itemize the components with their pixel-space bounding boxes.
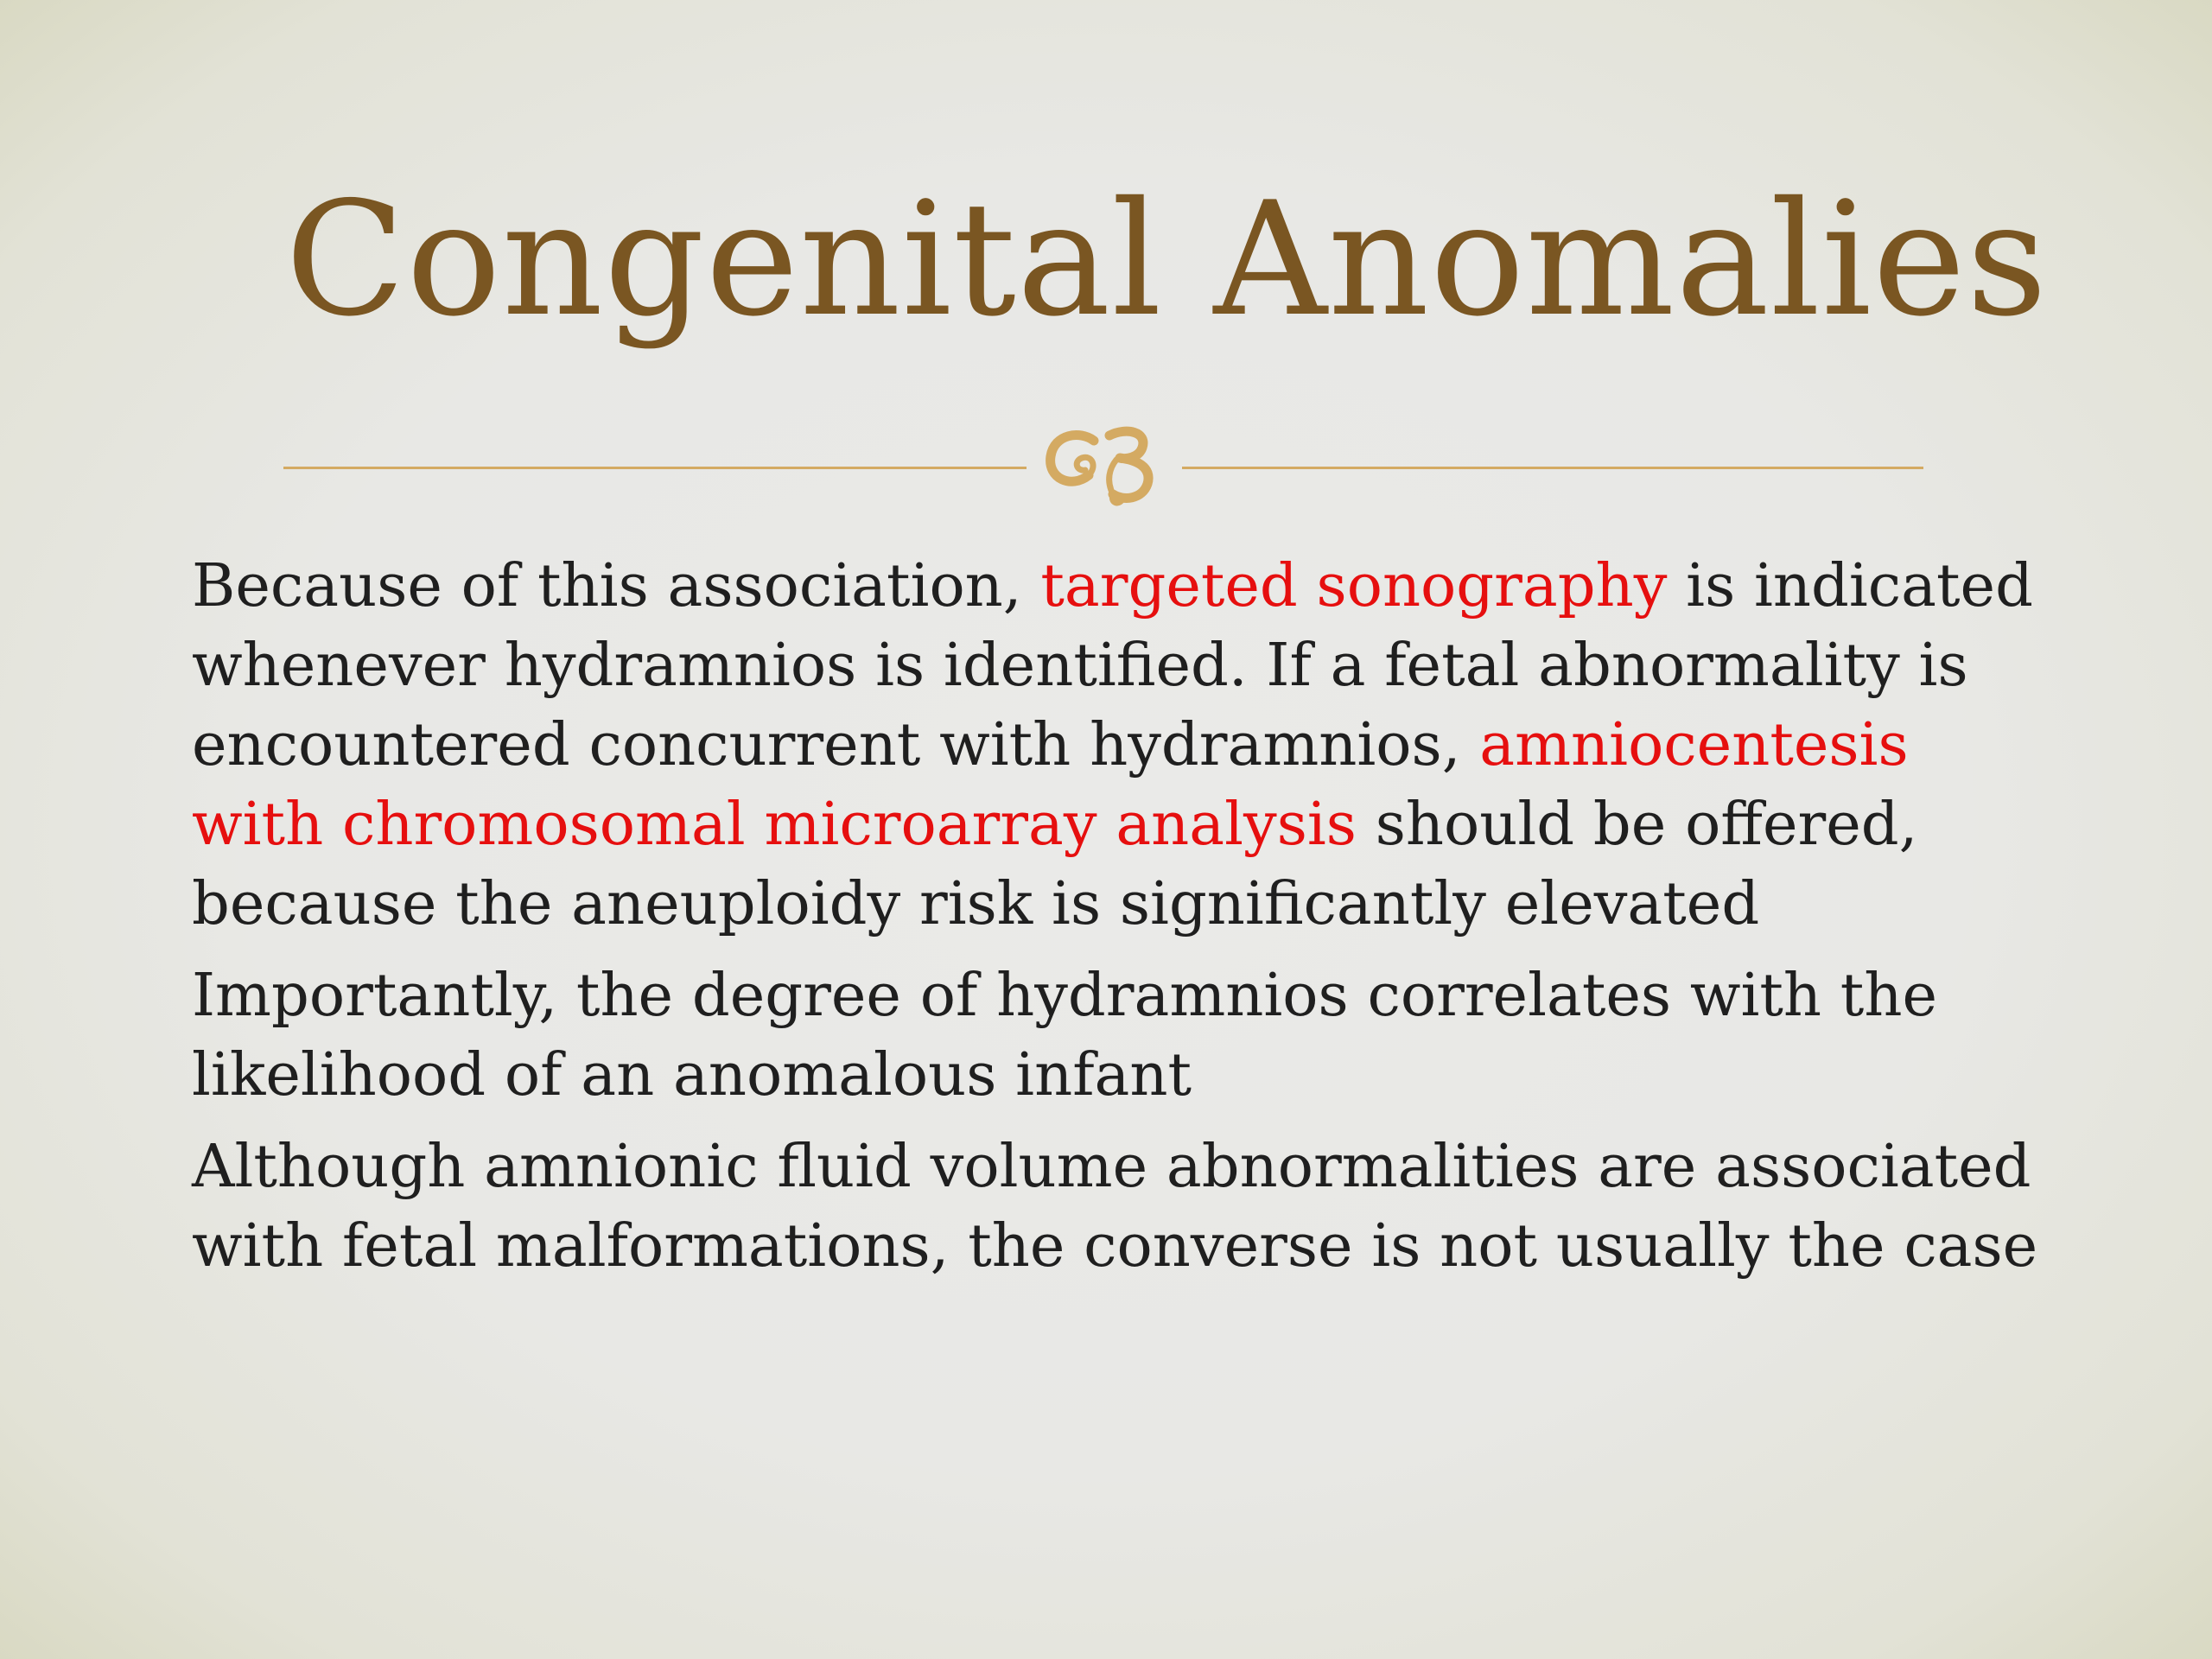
divider-line-left	[283, 467, 1027, 469]
highlight-amniocentesis: amniocentesis with chromosomal microarray analysis	[192, 710, 1909, 859]
paragraph-3: Although amnionic fluid volume abnormalities are associated with fetal malformations, the converse is not usually the case	[192, 1132, 2038, 1281]
divider-line-right	[1182, 467, 1923, 469]
paragraph-1	[192, 546, 2041, 944]
flourish-icon	[1027, 415, 1182, 510]
paragraph-1-text-c: should be offered, because the aneuploidy risk is significantly elevated	[192, 790, 1918, 938]
paragraph-2: Importantly, the degree of hydramnios correlates with the likelihood of an anomalous infant	[192, 961, 1937, 1109]
title-divider	[283, 415, 1923, 501]
highlight-targeted-sonography: targeted sonography	[1040, 551, 1668, 620]
slide-title: Congenital Anomalies	[285, 168, 2049, 351]
paragraph-1-text-b: is indicated whenever hydramnios is identified. If a fetal abnormality is encountered concurrent with hydramnios,	[192, 551, 2033, 779]
paragraph-1-text-a: Because of this association,	[192, 551, 1041, 620]
slide-body	[192, 546, 2041, 1298]
